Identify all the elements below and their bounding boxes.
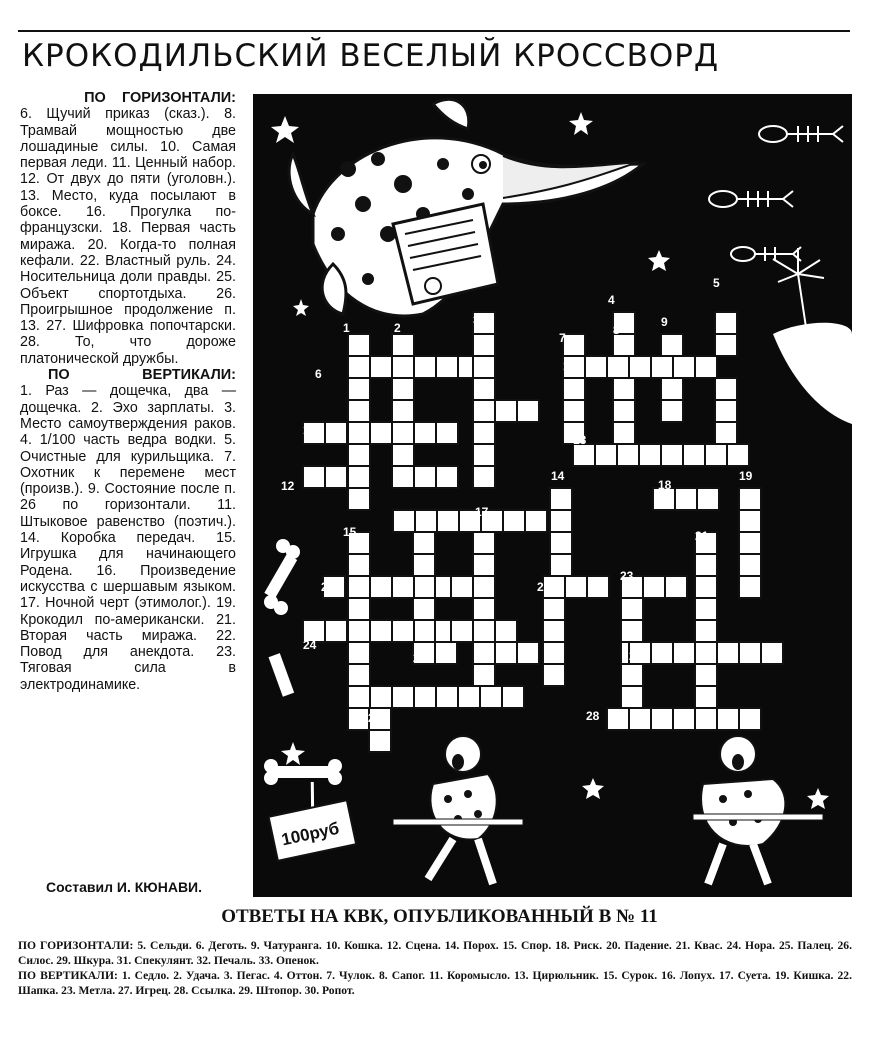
across-header: ПО ГОРИЗОНТАЛИ: bbox=[84, 90, 236, 106]
crossword-illustration bbox=[253, 94, 852, 897]
grid-number: 12 bbox=[281, 479, 295, 493]
grid-number: 6 bbox=[315, 367, 322, 381]
grid-number: 24 bbox=[303, 638, 317, 652]
grid-number: 27 bbox=[368, 711, 382, 725]
grid-number: 8 bbox=[613, 323, 620, 337]
down-clues: 1. Раз — дощечка, два — дощечка. 2. Эхо зарплаты. 3. Место самоутверждения раков. 4. 1/100 часть ведра водки. 5. Очистные для курильщика. 7. Охотник к перемене мест (произв.). 9. Состояние после п. 26 по горизонтали. 11. Штыковое равенство (поэтич.). 14. Коробка передач. 15. Игрушка для начинающего Родена. 16. Произведение искусства с шершавым языком. 17. Ночной черт (этимолог.). 19. Крокодил по-американски. 21. Вторая часть миража. 22. Повод для анекдота. 23. Тяговая сила в электродинамике. bbox=[20, 383, 236, 693]
down-header: ПО ВЕРТИКАЛИ: bbox=[48, 367, 236, 384]
answers-across-text: 5. Сельди. 6. Деготь. 9. Чатуранга. 10. Кошка. 12. Сцена. 14. Порох. 15. Спор. 18. Риск. 20. Падение. 21. Квас. 24. Нора. 25. Палец. 26. Силос. 29. Шкура. 31. Спекулянт. 32. Печаль. 33. Опенок. bbox=[18, 939, 852, 967]
grid-number: 23 bbox=[620, 569, 634, 583]
answers-down-label: ПО ВЕРТИКАЛИ: bbox=[18, 969, 118, 982]
grid-number: 19 bbox=[739, 469, 753, 483]
grid-number: 26 bbox=[629, 649, 643, 663]
answers-down bbox=[18, 968, 852, 998]
grid-number: 22 bbox=[537, 580, 551, 594]
grid-number: 17 bbox=[475, 505, 489, 519]
grid-number: 1 bbox=[343, 321, 350, 335]
grid-number: 28 bbox=[586, 709, 600, 723]
grid-number: 3 bbox=[473, 313, 480, 327]
document-scroll bbox=[393, 204, 498, 304]
grid-number: 5 bbox=[713, 276, 720, 290]
grid-number: 11 bbox=[303, 423, 316, 437]
author-credit: Составил И. КЮНАВИ. bbox=[46, 879, 203, 895]
title-rule bbox=[18, 30, 850, 32]
grid-number: 25 bbox=[413, 651, 427, 665]
grid-number: 21 bbox=[695, 529, 709, 543]
answers-down-text: 1. Седло. 2. Удача. 3. Пегас. 4. Оттон. 7. Чулок. 8. Сапог. 11. Коромысло. 13. Цирюльник. 15. Сурок. 16. Лопух. 17. Суета. 19. Кишка. 22. Шапка. 23. Метла. 27. Игрец. 28. Ссылка. 29. Штопор. 30. Ропот. bbox=[18, 969, 852, 997]
answers-title: ОТВЕТЫ НА КВК, ОПУБЛИКОВАННЫЙ В № 11 bbox=[221, 906, 658, 927]
grid-number: 16 bbox=[395, 515, 409, 529]
price-sign-text: 100руб bbox=[279, 818, 341, 850]
answers-block bbox=[18, 938, 852, 998]
answers-across-label: ПО ГОРИЗОНТАЛИ: bbox=[18, 939, 134, 952]
grid-number: 14 bbox=[551, 469, 565, 483]
across-clues: 6. Щучий приказ (сказ.). 8. Трамвай мощностью две лошадиные силы. 10. Самая первая леди. 11. Ценный набор. 12. От двух до пяти (уголовн.). 13. Место, куда посылают в боксе. 16. Прогулка по-французски. 18. Первая часть миража. 20. Когда-то полная кефали. 22. Властный руль. 24. Носительница доли правды. 25. Объект спортотдыха. 26. Проигрышное продолжение п. 13. 27. Шифровка попочтарски. 28. То, что дороже платонической дружбы. bbox=[20, 106, 236, 367]
grid-number: 2 bbox=[394, 321, 401, 335]
clues-column bbox=[20, 90, 236, 693]
grid-number: 15 bbox=[343, 525, 357, 539]
grid-number: 4 bbox=[608, 293, 615, 307]
grid-number: 13 bbox=[573, 433, 587, 447]
grid-number: 7 bbox=[559, 331, 566, 345]
grid-number: 20 bbox=[321, 580, 335, 594]
grid-number: 9 bbox=[661, 315, 668, 329]
answers-across bbox=[18, 938, 852, 968]
grid-number: 18 bbox=[658, 478, 672, 492]
page-title: КРОКОДИЛЬСКИЙ ВЕСЕЛЫЙ КРОССВОРД bbox=[22, 38, 720, 74]
grid-number: 10 bbox=[563, 359, 577, 373]
